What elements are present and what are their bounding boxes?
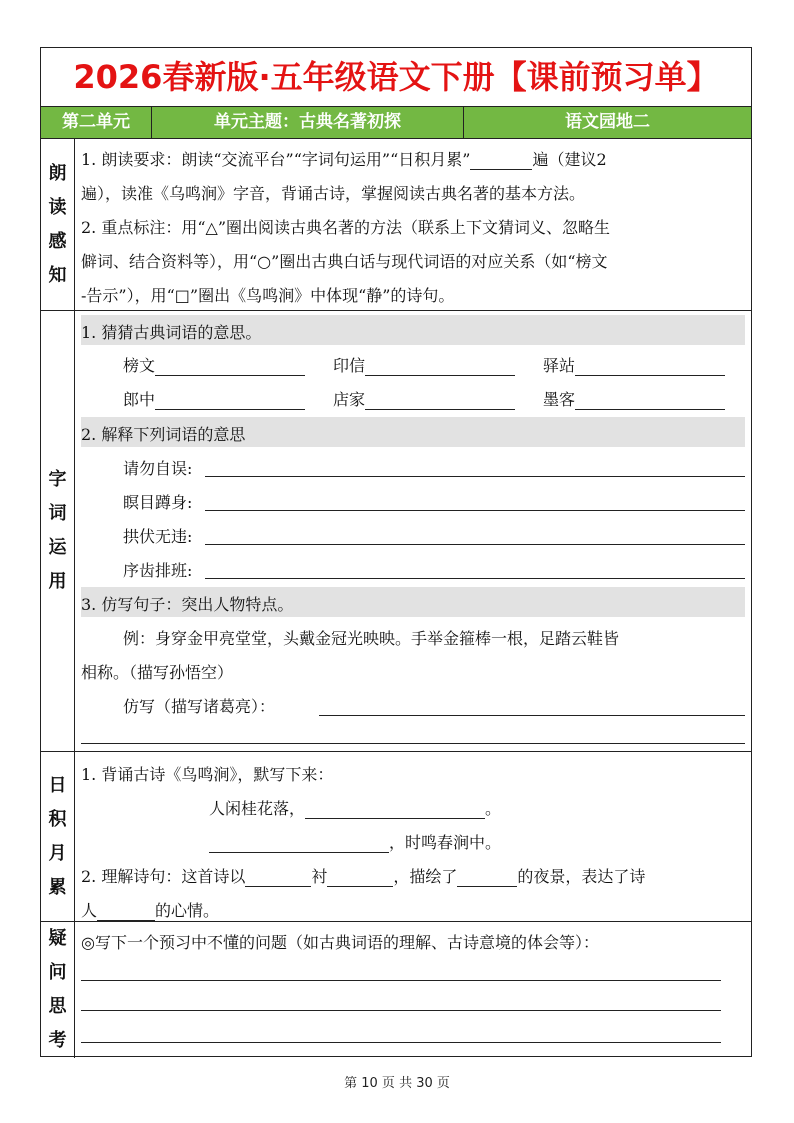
term-4: 郎中 xyxy=(123,387,305,410)
section-daily xyxy=(41,752,751,922)
daily-q2-line-1: 2. 理解诗句：这首诗以 衬 ，描绘了 的夜景，表达了诗 xyxy=(81,867,646,886)
term-2-blank[interactable] xyxy=(365,357,515,376)
question-blank-3[interactable] xyxy=(81,1042,721,1043)
question-blank-1[interactable] xyxy=(81,980,721,981)
idiom-1: 请勿自误: xyxy=(123,459,193,478)
section-questions xyxy=(41,922,751,1058)
q2-blank-4[interactable] xyxy=(97,902,155,921)
term-3: 驿站 xyxy=(543,353,725,376)
idiom-4-blank[interactable] xyxy=(205,578,745,579)
term-1: 榜文 xyxy=(123,353,305,376)
term-5-blank[interactable] xyxy=(365,391,515,410)
daily-q1: 1. 背诵古诗《鸟鸣涧》，默写下来： xyxy=(81,765,334,784)
poem-blank-2[interactable] xyxy=(209,834,389,853)
example-line-2: 相称。（描写孙悟空） xyxy=(81,663,234,682)
words-q1: 1. 猜猜古典词语的意思。 xyxy=(81,323,262,342)
question-blank-2[interactable] xyxy=(81,1010,721,1011)
imitate-blank-1[interactable] xyxy=(319,715,745,716)
term-4-blank[interactable] xyxy=(155,391,305,410)
imitate-label: 仿写（描写诸葛亮）： xyxy=(123,697,276,716)
reading-line-1: 1. 朗读要求：朗读“交流平台”“字词句运用”“日积月累” 遍（建议2 xyxy=(81,150,607,169)
page-footer: 第 10 页 共 30 页 xyxy=(344,1076,450,1091)
q2-blank-1[interactable] xyxy=(245,868,311,887)
idiom-4: 序齿排班: xyxy=(123,561,193,580)
unit-theme: 单元主题：古典名著初探 xyxy=(152,107,464,138)
unit-label: 第二单元 xyxy=(41,107,152,138)
reading-line-4: 僻词、结合资料等），用“○”圈出古典白话与现代词语的对应关系（如“榜文 xyxy=(81,252,608,271)
q2-blank-2[interactable] xyxy=(327,868,393,887)
poem-line-1: 人闲桂花落， 。 xyxy=(209,799,502,818)
words-q3: 3. 仿写句子：突出人物特点。 xyxy=(81,595,294,614)
term-3-blank[interactable] xyxy=(575,357,725,376)
term-6-blank[interactable] xyxy=(575,391,725,410)
lesson-title: 语文园地二 xyxy=(565,112,650,132)
term-1-blank[interactable] xyxy=(155,357,305,376)
poem-blank-1[interactable] xyxy=(305,800,485,819)
section-label-daily: 日 积 月 累 xyxy=(41,752,75,921)
questions-prompt: ◎写下一个预习中不懂的问题（如古典词语的理解、古诗意境的体会等）： xyxy=(81,933,599,952)
idiom-3-blank[interactable] xyxy=(205,544,745,545)
unit-header xyxy=(41,107,751,139)
reading-line-5: -告示”），用“□”圈出《鸟鸣涧》中体现“静”的诗句。 xyxy=(81,286,455,305)
term-6: 墨客 xyxy=(543,387,725,410)
section-label-questions: 疑 问 思 考 xyxy=(41,922,75,1058)
idiom-2: 瞑目蹲身: xyxy=(123,493,193,512)
worksheet xyxy=(40,47,752,1057)
imitate-blank-2[interactable] xyxy=(81,743,745,744)
daily-q2-line-2: 人 的心情。 xyxy=(81,901,220,920)
q2-blank-3[interactable] xyxy=(457,868,517,887)
term-5: 店家 xyxy=(333,387,515,410)
section-label-reading: 朗 读 感 知 xyxy=(41,139,75,310)
idiom-2-blank[interactable] xyxy=(205,510,745,511)
page-title: 2026春新版·五年级语文下册【课前预习单】 xyxy=(41,48,751,107)
idiom-3: 拱伏无违: xyxy=(123,527,193,546)
reading-times-blank[interactable] xyxy=(470,151,532,170)
section-label-words: 字 词 运 用 xyxy=(41,311,75,751)
reading-line-2: 遍），读准《乌鸣涧》字音，背诵古诗，掌握阅读古典名著的基本方法。 xyxy=(81,184,586,203)
poem-line-2: ，时鸣春涧中。 xyxy=(209,830,501,853)
example-line-1: 例：身穿金甲亮堂堂，头戴金冠光映映。手举金箍棒一根，足踏云鞋皆 xyxy=(123,629,620,648)
term-2: 印信 xyxy=(333,353,515,376)
section-words xyxy=(41,311,751,752)
section-reading xyxy=(41,139,751,311)
reading-line-3: 2. 重点标注：用“△”圈出阅读古典名著的方法（联系上下文猜词义、忽略生 xyxy=(81,218,611,237)
words-q2: 2. 解释下列词语的意思 xyxy=(81,425,246,444)
idiom-1-blank[interactable] xyxy=(205,476,745,477)
